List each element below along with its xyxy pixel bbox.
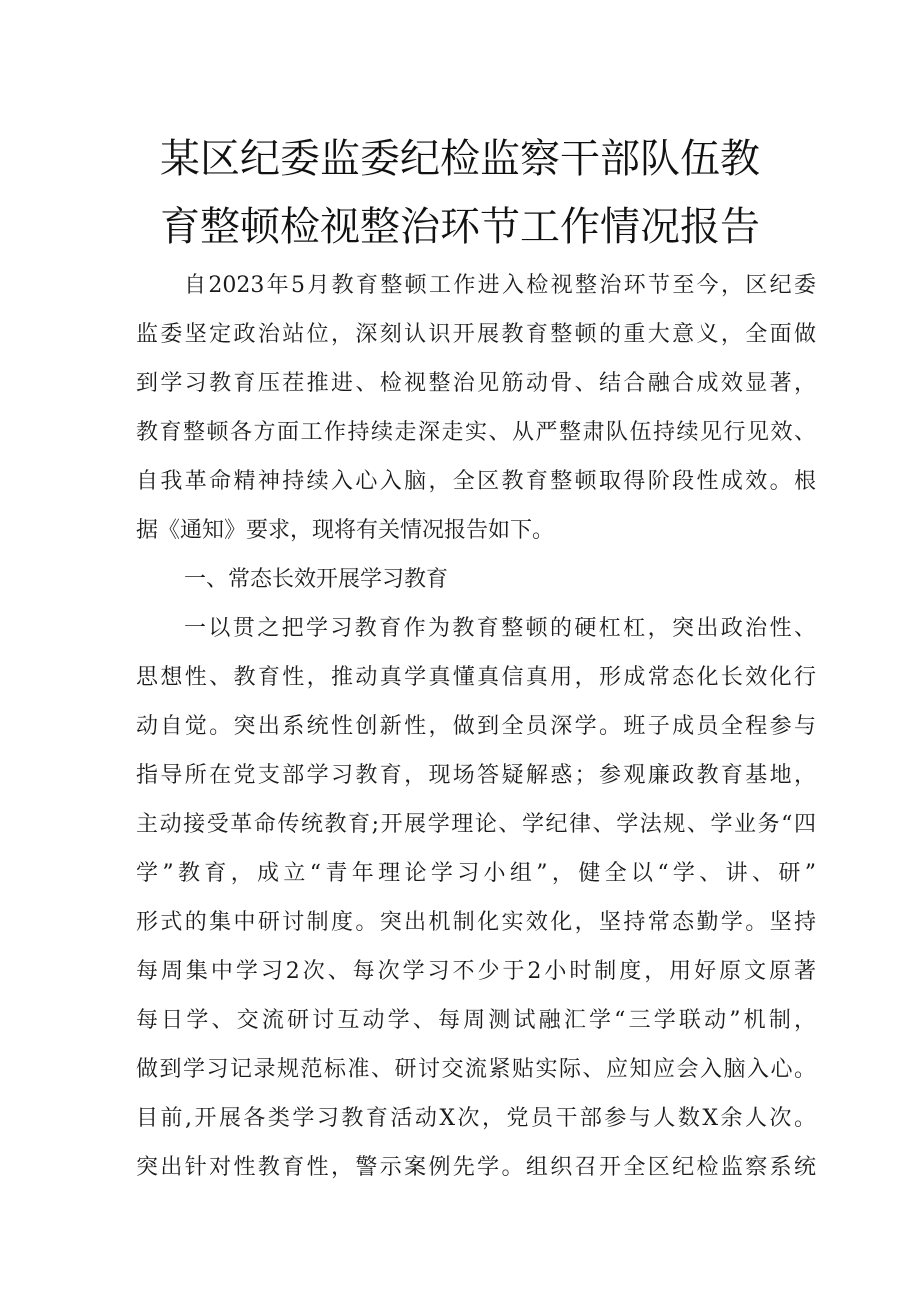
body-line: 目前,开展各类学习教育活动X次，党员干部参与人数X余人次。 <box>136 1106 816 1131</box>
body-line: 据《通知》要求，现将有关情况报告如下。 <box>136 518 555 543</box>
body-line: 动自觉。突出系统性创新性，做到全员深学。班子成员全程参与 <box>136 714 816 739</box>
body-line: 自2023年5月教育整顿工作进入检视整治环节至今，区纪委 <box>184 273 816 298</box>
body-line: 主动接受革命传统教育;开展学理论、学纪律、学法规、学业务“四 <box>136 812 816 837</box>
body-line: 指导所在党支部学习教育，现场答疑解惑；参观廉政教育基地， <box>136 763 816 788</box>
body-line: 一以贯之把学习教育作为教育整顿的硬杠杠，突出政治性、 <box>184 616 816 641</box>
body-line: 突出针对性教育性，警示案例先学。组织召开全区纪检监察系统 <box>136 1155 816 1180</box>
body-line: 思想性、教育性，推动真学真懂真信真用，形成常态化长效化行 <box>136 665 816 690</box>
document-title-line-2: 育整顿检视整治环节工作情况报告 <box>160 204 760 250</box>
body-line: 形式的集中研讨制度。突出机制化实效化，坚持常态勤学。坚持 <box>136 910 816 935</box>
section-heading: 一、常态长效开展学习教育 <box>184 567 449 592</box>
body-line: 做到学习记录规范标准、研讨交流紧贴实际、应知应会入脑入心。 <box>136 1057 816 1082</box>
body-line: 教育整顿各方面工作持续走深走实、从严整肃队伍持续见行见效、 <box>136 420 816 445</box>
body-line: 监委坚定政治站位，深刻认识开展教育整顿的重大意义，全面做 <box>136 322 816 347</box>
body-line: 自我革命精神持续入心入脑，全区教育整顿取得阶段性成效。根 <box>136 469 816 494</box>
body-line: 每周集中学习2次、每次学习不少于2小时制度，用好原文原著 <box>136 959 816 984</box>
body-line: 到学习教育压茬推进、检视整治见筋动骨、结合融合成效显著， <box>136 371 816 396</box>
document-title-line-1: 某区纪委监委纪检监察干部队伍教 <box>160 136 760 182</box>
body-line: 学”教育，成立“青年理论学习小组”，健全以“学、讲、研” <box>136 861 816 886</box>
body-line: 每日学、交流研讨互动学、每周测试融汇学“三学联动”机制， <box>136 1008 816 1033</box>
